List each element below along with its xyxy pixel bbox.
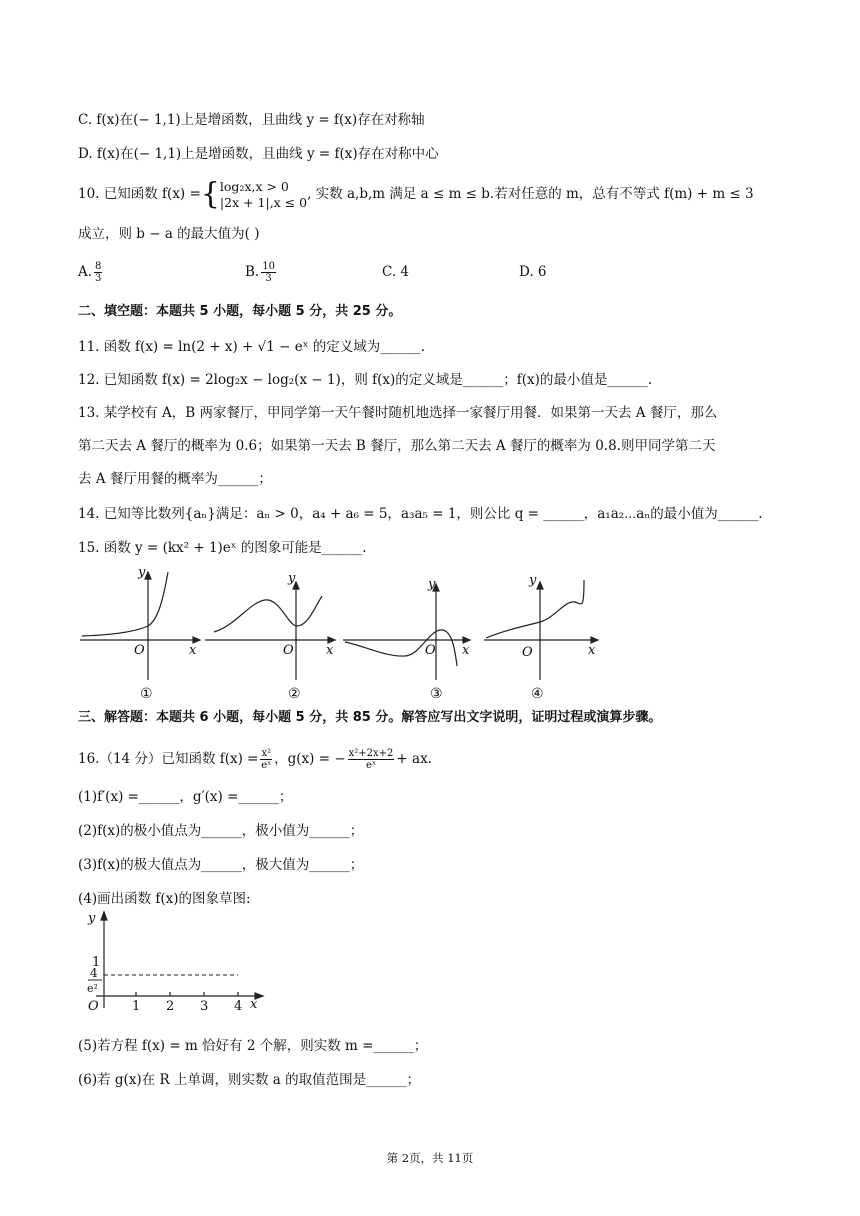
graph1-y-arrow: [145, 572, 151, 579]
graph4-x-label: x: [588, 643, 596, 658]
q15-graphs: [0, 560, 860, 710]
q10-stem: [78, 176, 754, 212]
q10-option-d: D. 6: [519, 264, 547, 280]
q9-option-c: C. f(x)在(− 1,1)上是增函数，且曲线 y = f(x)存在对称轴: [78, 112, 425, 128]
q16-x-label: x: [250, 997, 258, 1012]
q16-x-tick-2: 2: [166, 999, 175, 1014]
fraction-numerator: x²: [261, 748, 272, 759]
graph3-curve: [345, 630, 457, 666]
graph4-y-label: y: [529, 573, 537, 588]
graph3-label: ③: [430, 686, 443, 702]
q12: 12. 已知函数 f(x) = 2log₂x − log₂(x − 1)，则 f(x)的定义域是______；f(x)的最小值是______.: [78, 372, 653, 388]
page-footer: 第 2页，共 11页: [386, 1151, 474, 1165]
piecewise-brace: {: [200, 176, 220, 212]
q16-part-5: (5)若方程 f(x) = m 恰好有 2 个解，则实数 m =______；: [78, 1038, 428, 1054]
q16-y-label: y: [88, 911, 96, 926]
graph4-origin: O: [522, 645, 533, 660]
q16-axes: [78, 908, 298, 1028]
q16-x-tick-3: 3: [200, 999, 209, 1014]
fraction: [348, 748, 395, 771]
graph1-label: ①: [140, 686, 153, 702]
graph2-origin: O: [283, 643, 294, 658]
graph4-y-arrow: [537, 582, 543, 589]
graph4-curve: [486, 580, 584, 638]
q10-piece-1: log₂x,x > 0: [219, 178, 289, 194]
q16-origin: O: [88, 999, 99, 1014]
fraction: [94, 261, 102, 284]
q10-suffix: , 实数 a,b,m 满足 a ≤ m ≤ b.若对任意的 m，总有不等式 f(m) + m ≤ 3: [307, 186, 754, 202]
option-b-label: B.: [245, 264, 260, 280]
q13-line-2: 第二天去 A 餐厅的概率为 0.6；如果第一天去 B 餐厅，那么第二天去 A 餐厅的概率为 0.8.则甲同学第二天: [78, 438, 716, 454]
q10-option-b: [245, 258, 278, 286]
fraction: [260, 748, 272, 771]
fraction-numerator: x²+2x+2: [348, 748, 394, 759]
q10-piece-2: |2x + 1|,x ≤ 0: [219, 194, 308, 210]
graph2-y-label: y: [288, 571, 296, 586]
q16-part-6: (6)若 g(x)在 R 上单调，则实数 a 的取值范围是______；: [78, 1072, 421, 1088]
q9-option-d: D. f(x)在(− 1,1)上是增函数，且曲线 y = f(x)存在对称中心: [78, 146, 439, 162]
q16-part-4: (4)画出函数 f(x)的图象草图:: [78, 891, 251, 907]
q16-part-2: (2)f(x)的极小值点为______，极小值为______；: [78, 823, 364, 839]
q16-x-tick-4: 4: [234, 999, 243, 1014]
q16-mid: ，g(x) = −: [274, 751, 346, 767]
graph1-origin: O: [134, 643, 145, 658]
graph3-origin: O: [425, 643, 436, 658]
q16-frac-num: 4: [90, 966, 98, 980]
fraction-numerator: 8: [95, 261, 102, 272]
fraction-numerator: 10: [262, 261, 275, 272]
fraction: [261, 261, 276, 284]
q13-line-1: 13. 某学校有 A，B 两家餐厅，甲同学第一天午餐时随机地选择一家餐厅用餐．如果第一天去 A 餐厅，那么: [78, 405, 718, 421]
q11: 11. 函数 f(x) = ln(2 + x) + √1 − eˣ 的定义域为______.: [78, 339, 426, 355]
fraction-denominator: 3: [265, 273, 272, 284]
q15: 15. 函数 y = (kx² + 1)eˣ 的图象可能是______.: [78, 540, 367, 556]
graph1-y-label: y: [138, 565, 146, 580]
q16-stem: [78, 742, 432, 776]
graph4-label: ④: [531, 686, 544, 702]
q10-prefix: 10. 已知函数 f(x) =: [78, 186, 201, 202]
q16-part-3: (3)f(x)的极大值点为______，极大值为______；: [78, 857, 364, 873]
graph1-curve: [82, 572, 168, 636]
graph1-x-label: x: [189, 643, 197, 658]
q16-part-1: (1)f′(x) =______，g′(x) =______；: [78, 789, 293, 805]
option-a-label: A.: [78, 264, 93, 280]
fraction-denominator: 3: [95, 273, 102, 284]
section-3-heading: 三、解答题：本题共 6 小题，每小题 5 分，共 85 分。解答应写出文字说明，证明过程或演算步骤。: [78, 710, 662, 725]
graph2-curve: [214, 596, 322, 632]
q10-piecewise: [220, 179, 307, 211]
q16-head: 16.（14 分）已知函数 f(x) =: [78, 751, 259, 767]
q14: 14. 已知等比数列{aₙ}满足：aₙ > 0，a₄ + a₆ = 5，a₃a₅ = 1，则公比 q = ______，a₁a₂⋯aₙ的最小值为______.: [78, 506, 763, 522]
graph3-x-label: x: [462, 643, 470, 658]
graph2-x-label: x: [326, 643, 334, 658]
graph3-y-label: y: [428, 577, 436, 592]
q16-tail: + ax.: [396, 751, 432, 767]
q10-continuation: 成立，则 b − a 的最大值为( ): [78, 226, 260, 242]
fraction-denominator: eˣ: [365, 760, 377, 771]
q10-option-a: [78, 258, 104, 286]
q16-y-tick: 1: [92, 955, 101, 970]
q16-frac-den: e²: [87, 982, 98, 995]
q10-option-c: C. 4: [382, 264, 410, 280]
section-2-heading: 二、填空题：本题共 5 小题，每小题 5 分，共 25 分。: [78, 304, 402, 319]
q16-x-tick-1: 1: [132, 999, 141, 1014]
q16-y-arrow: [101, 912, 107, 920]
q13-line-3: 去 A 餐厅用餐的概率为______；: [78, 471, 272, 487]
fraction-denominator: eˣ: [261, 760, 272, 771]
graph2-label: ②: [288, 686, 301, 702]
